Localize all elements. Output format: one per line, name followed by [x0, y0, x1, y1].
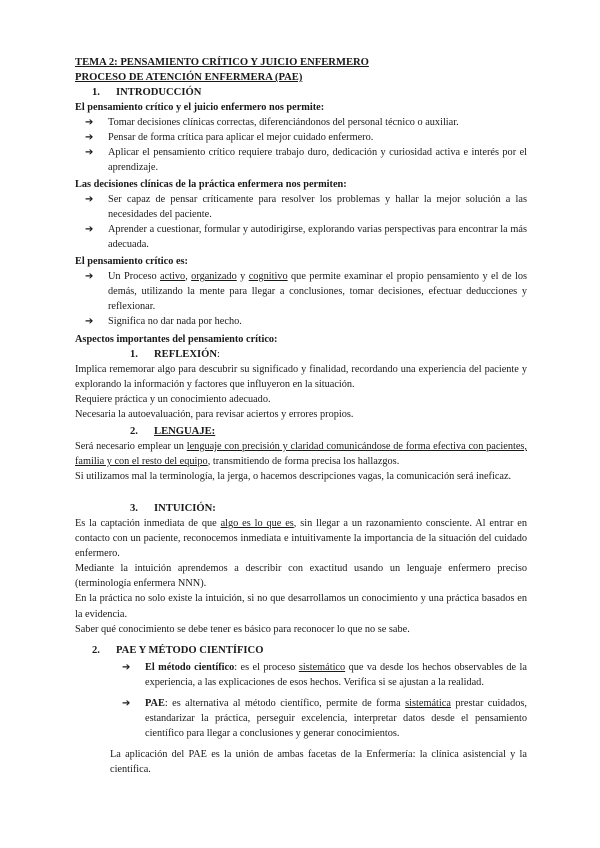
- title-line-2: PROCESO DE ATENCIÓN ENFERMERA (PAE): [75, 72, 303, 84]
- section-1-title: INTRODUCCIÓN: [116, 87, 202, 98]
- list-item: ➔ El método científico: es el proceso sistemático que va desde los hechos observables de la experiencia, a las explicaciones de esos hechos. Verifica si se ajustan a la realidad.: [122, 662, 527, 689]
- paragraph: Mediante la intuición aprendemos a describir con exactitud usando un lenguaje enfermero preciso (terminología enfermera NNN).: [75, 563, 527, 590]
- arrow-icon: ➔: [85, 316, 94, 328]
- group-1-heading: El pensamiento crítico y el juicio enfermero nos permite:: [75, 102, 325, 113]
- arrow-icon: ➔: [85, 132, 94, 144]
- section-1-number: 1.: [92, 87, 100, 98]
- intuicion-body: [75, 516, 527, 637]
- list-item: ➔ Aplicar el pensamiento crítico requiere trabajo duro, dedicación y curiosidad activa e interés por el aprendizaje.: [85, 147, 527, 174]
- reflexion-heading: 1. REFLEXIÓN:: [130, 349, 220, 360]
- arrow-icon: ➔: [85, 117, 94, 129]
- list-item: ➔ Un Proceso activo, organizado y cognitivo que permite examinar el propio pensamiento y el de los demás, utilizando la mente para llegar a conclusiones, tomar decisiones, efectuar deducciones y reflexionar.: [85, 271, 527, 313]
- list-item: ➔ Pensar de forma crítica para aplicar el mejor cuidado enfermero.: [75, 130, 527, 145]
- paragraph: Requiere práctica y un conocimiento adecuado.: [75, 394, 271, 406]
- list-item: ➔ Tomar decisiones clínicas correctas, diferenciándonos del personal técnico o auxiliar.: [75, 115, 527, 130]
- document-title: [75, 55, 527, 85]
- paragraph: Será necesario emplear un lenguaje con precisión y claridad comunicándose de forma efectiva con pacientes, familia y con el resto del equipo, transmitiendo de forma precisa los hallazgos.: [75, 441, 527, 468]
- arrow-icon: ➔: [122, 662, 131, 673]
- lenguaje-body: [75, 439, 527, 484]
- group-2-list: [75, 192, 527, 252]
- group-1-list: [75, 115, 527, 175]
- group-1: [75, 100, 527, 175]
- reflexion-body: [75, 362, 527, 422]
- group-3-list: [75, 269, 527, 329]
- arrow-icon: ➔: [85, 271, 94, 283]
- list-item: ➔ Significa no dar nada por hecho.: [75, 314, 527, 329]
- group-3: [75, 254, 527, 329]
- aspects-heading: Aspectos importantes del pensamiento crítico:: [75, 334, 278, 345]
- paragraph: En la práctica no solo existe la intuición, si no que desarrollamos un conocimiento y una práctica basados en la evidencia.: [75, 593, 527, 620]
- intuicion-heading: 3. INTUICIÓN:: [130, 503, 216, 514]
- lenguaje-heading: 2. LENGUAJE:: [130, 426, 216, 437]
- group-2: [75, 177, 527, 252]
- arrow-icon: ➔: [122, 698, 131, 710]
- paragraph: Si utilizamos mal la terminología, la jerga, o hacemos descripciones vagas, la comunicación será ineficaz.: [75, 471, 512, 483]
- arrow-icon: ➔: [85, 147, 94, 159]
- group-2-heading: Las decisiones clínicas de la práctica enfermera nos permiten:: [75, 179, 347, 190]
- list-item: ➔ Aprender a cuestionar, formular y autodirigirse, explorando varias perspectivas para encontrar la más adecuada.: [85, 224, 527, 251]
- arrow-icon: ➔: [85, 194, 94, 206]
- section-1-heading: [92, 85, 544, 100]
- list-item: ➔ PAE: es alternativa al método científico, permite de forma sistemática prestar cuidados, estandarizar la práctica, perseguir excelencia, interpretar datos desde el pensamiento científico para llegar a conclusiones y generar conocimientos.: [122, 698, 527, 740]
- paragraph: Implica rememorar algo para descubrir su significado y finalidad, recordando una experiencia del paciente y explorando la información y factores que influyeron en la situación.: [75, 364, 527, 391]
- arrow-icon: ➔: [85, 224, 94, 236]
- list-item: ➔ Ser capaz de pensar críticamente para resolver los problemas y hallar la mejor solución a las necesidades del paciente.: [85, 194, 527, 221]
- group-3-heading: El pensamiento crítico es:: [75, 256, 188, 267]
- title-line-1: TEMA 2: PENSAMIENTO CRÍTICO Y JUICIO ENFERMERO: [75, 57, 369, 68]
- paragraph: Necesaria la autoevaluación, para revisar aciertos y errores propios.: [75, 409, 354, 421]
- section-2-list: [112, 660, 527, 741]
- paragraph: Es la captación inmediata de que algo es lo que es, sin llegar a un razonamiento consciente. Al entrar en contacto con un paciente, reconocemos inmediata e intuitivamente la importancia de la situación del cuidado enfermero.: [75, 518, 528, 560]
- section-2-heading: 2. PAE Y MÉTODO CIENTÍFICO: [92, 645, 264, 656]
- section-2-closing: La aplicación del PAE es la unión de ambas facetas de la Enfermería: la clínica asistencial y la científica.: [110, 749, 527, 776]
- paragraph: Saber qué conocimiento se debe tener es básico para reconocer lo que no se sabe.: [75, 623, 410, 635]
